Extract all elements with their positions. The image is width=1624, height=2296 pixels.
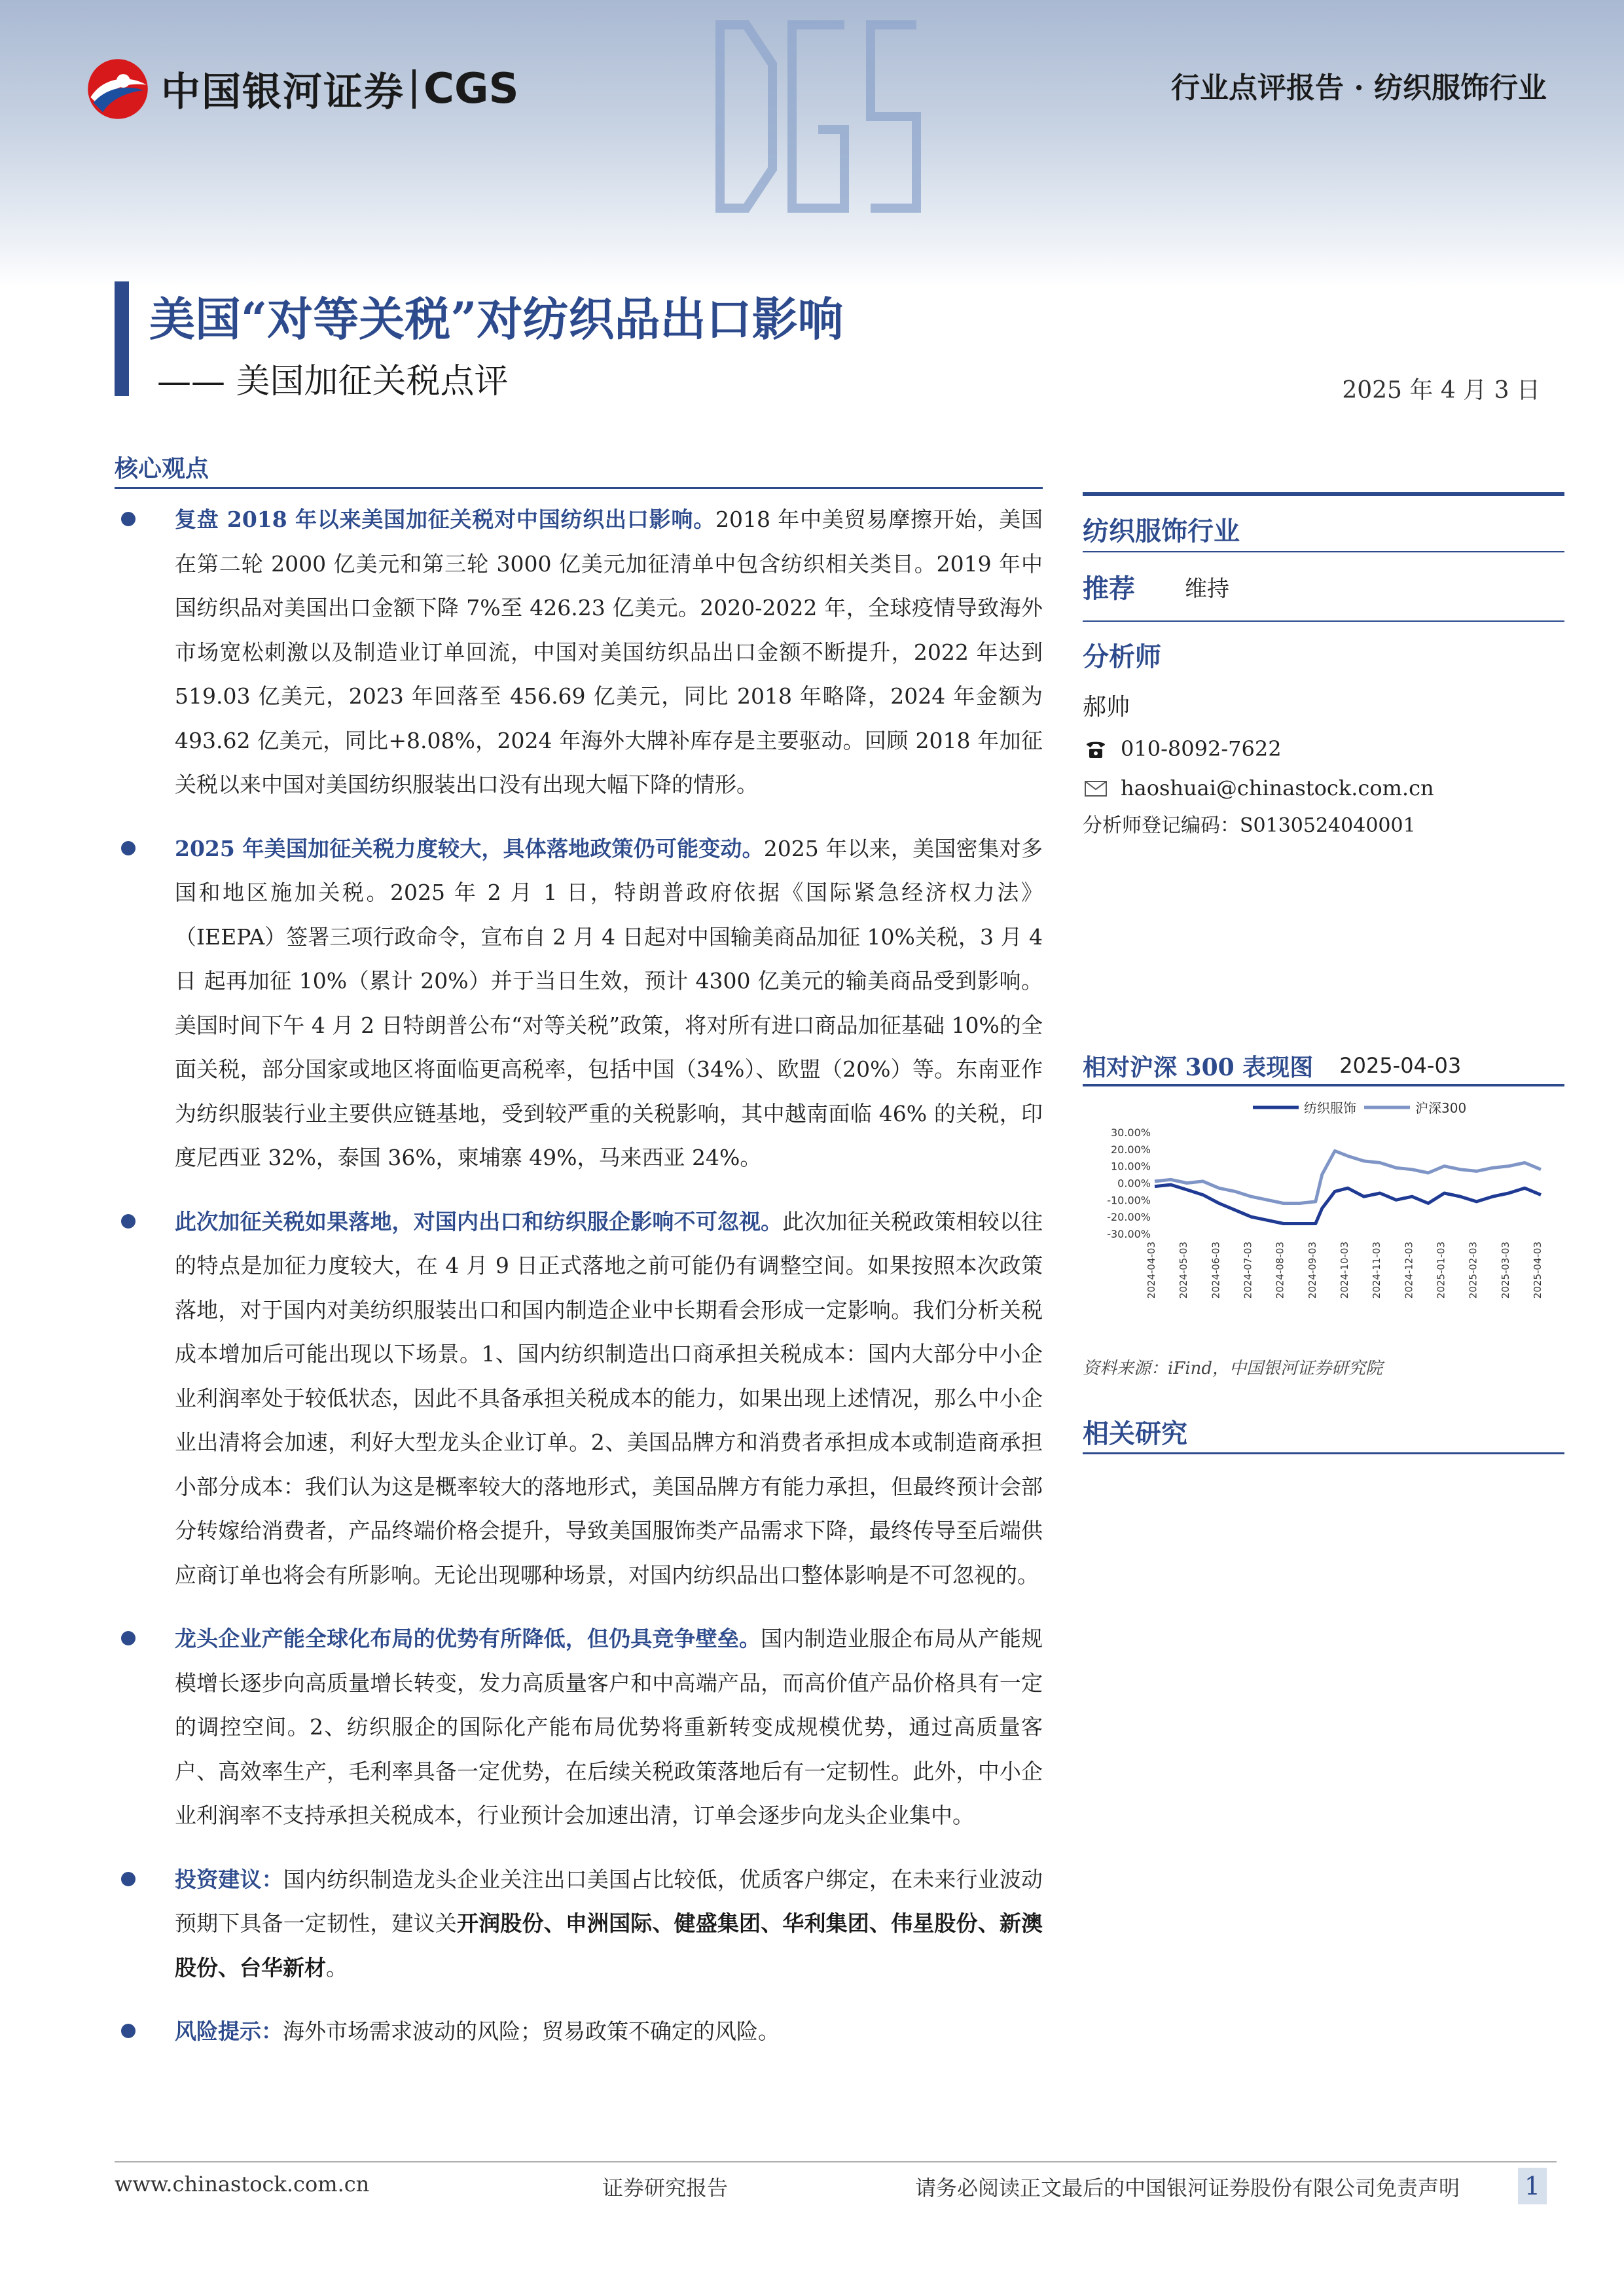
chart-date: 2025-04-03 [1339, 1053, 1462, 1078]
x-tick-label: 2024-12-03 [1403, 1242, 1415, 1299]
analyst-phone: 010-8092-7622 [1121, 736, 1282, 761]
bullet-item [115, 1200, 1043, 1598]
bullet-item [115, 2009, 1043, 2054]
related-research-header: 相关研究 [1083, 1418, 1187, 1449]
title-accent-bar [115, 281, 129, 396]
core-views-divider [115, 487, 1043, 489]
x-tick-label: 2025-04-03 [1532, 1242, 1543, 1299]
y-tick-label: 10.00% [1110, 1160, 1151, 1173]
bullet-lead: 投资建议： [175, 1866, 283, 1892]
y-tick-label: -20.00% [1107, 1211, 1151, 1224]
bullet-item [115, 827, 1043, 1180]
sidebar-industry: 纺织服饰行业 [1083, 516, 1240, 547]
x-tick-label: 2024-08-03 [1274, 1242, 1286, 1299]
brand-logo [84, 56, 519, 122]
bullet-dot-icon [121, 841, 135, 855]
analyst-name: 郝帅 [1083, 694, 1130, 721]
bullet-text: 国内制造业服企布局从产能规模增长逐步向高质量增长转变，发力高质量客户和中高端产品，而高价值产品价格具有一定的调控空间。2、纺织服企的国际化产能布局优势将重新转变成规模优势，通过高质量客户、高效率生产，毛利率具备一定优势，在后续关税政策落地后有一定韧性。此外，中小企业利润率不支持承担关税成本，行业预计会加速出清，订单会逐步向龙头企业集中。 [175, 1626, 1043, 1828]
x-tick-label: 2025-03-03 [1499, 1242, 1511, 1299]
footer-website[interactable]: www.chinastock.com.cn [115, 2172, 370, 2197]
legend-label: 沪深300 [1415, 1100, 1467, 1116]
x-tick-label: 2024-06-03 [1210, 1242, 1222, 1299]
report-type: 行业点评报告 · 纺织服饰行业 [1171, 71, 1547, 105]
bullet-lead: 此次加征关税如果落地，对国内出口和纺织服企影响不可忽视。 [175, 1208, 783, 1234]
phone-icon [1083, 736, 1109, 762]
analyst-header: 分析师 [1083, 641, 1161, 672]
y-tick-label: 30.00% [1110, 1126, 1151, 1139]
legend-label: 纺织服饰 [1304, 1100, 1356, 1116]
sidebar-top-rule [1083, 492, 1564, 496]
email-row [1083, 768, 1564, 808]
x-tick-label: 2024-05-03 [1178, 1242, 1190, 1299]
x-tick-label: 2024-10-03 [1339, 1242, 1350, 1299]
x-tick-label: 2024-11-03 [1371, 1242, 1383, 1299]
chart-title: 相对沪深 300 表现图 [1083, 1053, 1314, 1081]
bullet-lead: 风险提示： [175, 2018, 283, 2044]
y-tick-label: 0.00% [1117, 1177, 1151, 1190]
bullet-dot-icon [121, 1872, 135, 1886]
page-number: 1 [1518, 2168, 1547, 2204]
x-tick-label: 2024-07-03 [1242, 1242, 1254, 1299]
performance-chart [1083, 1047, 1564, 1454]
bullet-dot-icon [121, 1214, 135, 1229]
chart-source: 资料来源：iFind，中国银河证券研究院 [1083, 1359, 1383, 1378]
related-research-divider [1083, 1452, 1564, 1454]
rating-row [1083, 552, 1564, 620]
bullet-lead: 2025 年美国加征关税力度较大，具体落地政策仍可能变动。 [175, 835, 764, 861]
x-tick-label: 2024-04-03 [1146, 1242, 1157, 1299]
report-title: 美国“对等关税”对纺织品出口影响 [149, 292, 844, 346]
mail-icon [1083, 775, 1109, 801]
core-views-list [115, 497, 1043, 2073]
bullet-text: 海外市场需求波动的风险；贸易政策不确定的风险。 [283, 2018, 780, 2044]
chart-header [1083, 1047, 1564, 1084]
bullet-item [115, 1617, 1043, 1838]
bullet-item [115, 1857, 1043, 1990]
bullet-text: 2025 年以来，美国密集对多国和地区施加关税。2025 年 2 月 1 日，特朗普政府依据《国际紧急经济权力法》（IEEPA）签署三项行政命令，宣布自 2 月 4 日起对中国输美商品加征 10%关税，3 月 4 日 起再加征 10%（累计 20%）并于当日生效，预计 4300 亿美元的输美商品受到影响。美国时间下午 4 月 2 日特朗普公布“对等关税”政策，将对所有进口商品加征基础 10%的全面关税，部分国家或地区将面临更高税率，包括中国（34%）、欧盟（20%）等。东南亚作为纺织服装行业主要供应链基地，受到较严重的关税影响，其中越南面临 46% 的关税，印度尼西亚 32%，泰国 36%，柬埔寨 49%，马来西亚 24%。 [175, 835, 1043, 1170]
core-views-label: 核心观点 [115, 455, 209, 482]
rating-label: 推荐 [1083, 573, 1135, 604]
bullet-item [115, 497, 1043, 807]
bullet-dot-icon [121, 1631, 135, 1645]
galaxy-logo-icon [84, 55, 152, 123]
bullet-lead: 复盘 2018 年以来美国加征关税对中国纺织出口影响。 [175, 507, 716, 532]
x-tick-label: 2025-02-03 [1467, 1242, 1479, 1299]
bullet-text: 国内纺织制造龙头企业关注出口美国占比较低，优质客户绑定，在未来行业波动预期下具备一定韧性，建议关 [175, 1866, 1043, 1936]
series-line [1155, 1185, 1541, 1223]
report-date: 2025 年 4 月 3 日 [1342, 377, 1540, 404]
sidebar-divider [1083, 620, 1564, 622]
x-tick-label: 2024-09-03 [1306, 1242, 1318, 1299]
footer-disclaimer: 请务必阅读正文最后的中国银河证券股份有限公司免责声明 [915, 2176, 1460, 2200]
bullet-text: 2018 年中美贸易摩擦开始，美国在第二轮 2000 亿美元和第三轮 3000 亿美元加征清单中包含纺织相关类目。2019 年中国纺织品对美国出口金额下降 7%至 426.23 亿美元。2020-2022 年，全球疫情导致海外市场宽松刺激以及制造业订单回流，中国对美国纺织品出口金额不断提升，2022 年达到 519.03 亿美元，2023 年回落至 456.69 亿美元，同比 2018 年略降，2024 年金额为 493.62 亿美元，同比+8.08%，2024 年海外大牌补库存是主要驱动。回顾 2018 年加征关税以来中国对美国纺织服装出口没有出现大幅下降的情形。 [175, 507, 1043, 797]
bullet-tail: 。 [326, 1954, 348, 1981]
bullet-dot-icon [121, 512, 135, 526]
sidebar [1083, 492, 1564, 844]
footer-report-kind: 证券研究报告 [602, 2176, 729, 2200]
report-subtitle: —— 美国加征关税点评 [157, 362, 509, 401]
analyst-registration: 分析师登记编码：S0130524040001 [1083, 814, 1416, 837]
recommended-stocks: 开润股份、申洲国际、健盛集团、华利集团、伟星股份、新澳股份、台华新材 [175, 1910, 1043, 1981]
brand-name-cn: 中国银河证券 [161, 69, 405, 115]
analyst-email[interactable]: haoshuai@chinastock.com.cn [1121, 776, 1434, 800]
bullet-dot-icon [121, 2024, 135, 2038]
y-tick-label: -30.00% [1107, 1228, 1151, 1240]
bullet-text: 此次加征关税政策相较以往的特点是加征力度较大，在 4 月 9 日正式落地之前可能仍有调整空间。如果按照本次政策落地，对于国内对美纺织服装出口和国内制造企业中长期看会形成一定影响。我们分析关税成本增加后可能出现以下场景。1、国内纺织制造出口商承担关税成本：国内大部分中小企业利润率处于较低状态，因此不具备承担关税成本的能力，如果出现上述情况，那么中小企业出清将会加速，利好大型龙头企业订单。2、美国品牌方和消费者承担成本或制造商承担小部分成本：我们认为这是概率较大的落地形式，美国品牌方有能力承担，但最终预计会部分转嫁给消费者，产品终端价格会提升，导致美国服饰类产品需求下降，最终传导至后端供应商订单也将会有所影响。无论出现哪种场景，对国内纺织品出口整体影响是不可忽视的。 [175, 1208, 1043, 1588]
chart-plot [1083, 1086, 1564, 1348]
brand-name-en: CGS [424, 65, 519, 113]
x-tick-label: 2025-01-03 [1435, 1242, 1447, 1299]
brand-separator [412, 69, 416, 109]
cgs-watermark-icon [707, 12, 929, 221]
y-tick-label: -10.00% [1107, 1194, 1151, 1207]
series-line [1155, 1151, 1541, 1203]
footer-divider [115, 2161, 1557, 2162]
bullet-lead: 龙头企业产能全球化布局的优势有所降低，但仍具竞争壁垒。 [175, 1626, 761, 1651]
phone-row [1083, 729, 1564, 768]
rating-value: 维持 [1185, 575, 1229, 602]
y-tick-label: 20.00% [1110, 1143, 1151, 1156]
